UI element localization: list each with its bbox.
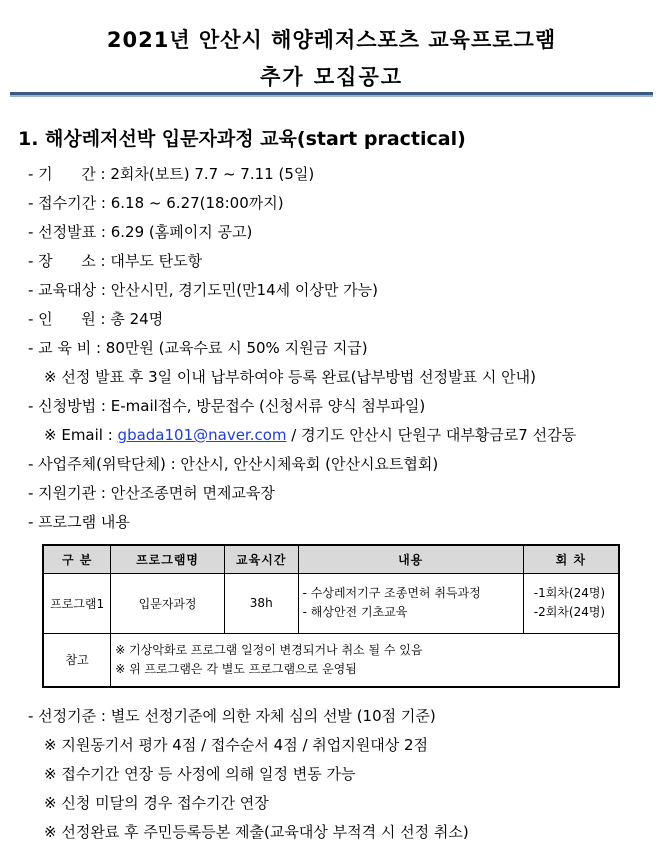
info-target	[28, 280, 378, 300]
info-label: - 교 육 비 :	[28, 339, 102, 357]
info-label: - 인 원 :	[28, 310, 106, 328]
table-row	[43, 573, 619, 633]
cell-sessions	[523, 573, 619, 633]
info-label: - 교육대상 :	[28, 281, 106, 299]
email-prefix: ※ Email :	[44, 426, 118, 444]
criteria-note: ※ 선정완료 후 주민등록등본 제출(교육대상 부적격 시 선정 취소)	[44, 823, 469, 841]
program-heading: - 프로그램 내용	[28, 513, 130, 531]
cell-hours: 38h	[224, 573, 298, 633]
page-subtitle: 추가 모집공고	[259, 65, 404, 89]
session-line: -1회차(24명)	[533, 586, 606, 600]
email-link[interactable]: gbada101@naver.com	[117, 426, 287, 444]
criteria-note: ※ 지원동기서 평가 4점 / 접수순서 4점 / 취업지원대상 2점	[44, 736, 429, 754]
reference-note: ※ 위 프로그램은 각 별도 프로그램으로 운영됨	[115, 661, 357, 676]
header-sessions: 회 차	[523, 545, 619, 573]
info-application-period	[28, 193, 284, 213]
content-line: - 수상레저기구 조종면허 취득과정	[302, 586, 481, 600]
reference-note: ※ 기상악화로 프로그램 일정이 변경되거나 취소 될 수 있음	[115, 642, 423, 657]
table-header-row	[43, 545, 619, 573]
header-content: 내용	[298, 545, 523, 573]
page-title: 2021년 안산시 해양레저스포츠 교육프로그램	[106, 28, 557, 52]
email-note	[44, 425, 576, 445]
info-value: 대부도 탄도항	[110, 252, 203, 270]
info-host: - 사업주체(위탁단체) : 안산시, 안산시체육회 (안산시요트협회)	[28, 455, 439, 473]
info-value: 6.29 (홈페이지 공고)	[110, 223, 253, 241]
cell-category: 프로그램1	[43, 573, 111, 633]
info-location	[28, 251, 202, 271]
info-label: - 신청방법 :	[28, 397, 106, 415]
info-value: 총 24명	[110, 310, 164, 328]
info-label: - 장 소 :	[28, 252, 106, 270]
cell-content	[298, 573, 523, 633]
selection-criteria: - 선정기준 : 별도 선정기준에 의한 자체 심의 선발 (10점 기준)	[28, 707, 436, 725]
cell-reference-notes	[111, 633, 619, 687]
info-support: - 지원기관 : 안산조종면허 면제교육장	[28, 484, 275, 502]
info-label: - 선정발표 :	[28, 223, 106, 241]
cell-program-name: 입문자과정	[111, 573, 225, 633]
section-title: 1. 해상레저선박 입문자과정 교육(start practical)	[18, 128, 466, 150]
title-banner	[10, 8, 653, 95]
header-program-name: 프로그램명	[111, 545, 225, 573]
info-value: 6.18 ~ 6.27(18:00까지)	[110, 194, 284, 212]
info-announcement	[28, 222, 252, 242]
info-value: 80만원 (교육수료 시 50% 지원금 지급)	[105, 339, 368, 357]
program-table	[42, 544, 620, 688]
info-label: - 접수기간 :	[28, 194, 106, 212]
info-capacity	[28, 309, 163, 329]
info-value: E-mail접수, 방문접수 (신청서류 양식 첨부파일)	[110, 397, 426, 415]
criteria-note: ※ 신청 미달의 경우 접수기간 연장	[44, 794, 269, 812]
fee-note: ※ 선정 발표 후 3일 이내 납부하여야 등록 완료(납부방법 선정발표 시 안내)	[44, 368, 536, 386]
info-period	[28, 164, 314, 184]
criteria-note: ※ 접수기간 연장 등 사정에 의해 일정 변동 가능	[44, 765, 356, 783]
cell-reference-label: 참고	[43, 633, 111, 687]
session-line: -2회차(24명)	[533, 605, 606, 619]
info-fee	[28, 338, 368, 358]
info-value: 안산시민, 경기도민(만14세 이상만 가능)	[110, 281, 378, 299]
info-apply-method	[28, 396, 425, 416]
email-address-suffix: / 경기도 안산시 단원구 대부황금로7 선감동	[286, 426, 577, 444]
info-value: 2회차(보트) 7.7 ~ 7.11 (5일)	[110, 165, 315, 183]
table-reference-row	[43, 633, 619, 687]
header-category: 구 분	[43, 545, 111, 573]
content-line: - 해상안전 기초교육	[302, 605, 408, 619]
header-hours: 교육시간	[224, 545, 298, 573]
info-label: - 기 간 :	[28, 165, 106, 183]
